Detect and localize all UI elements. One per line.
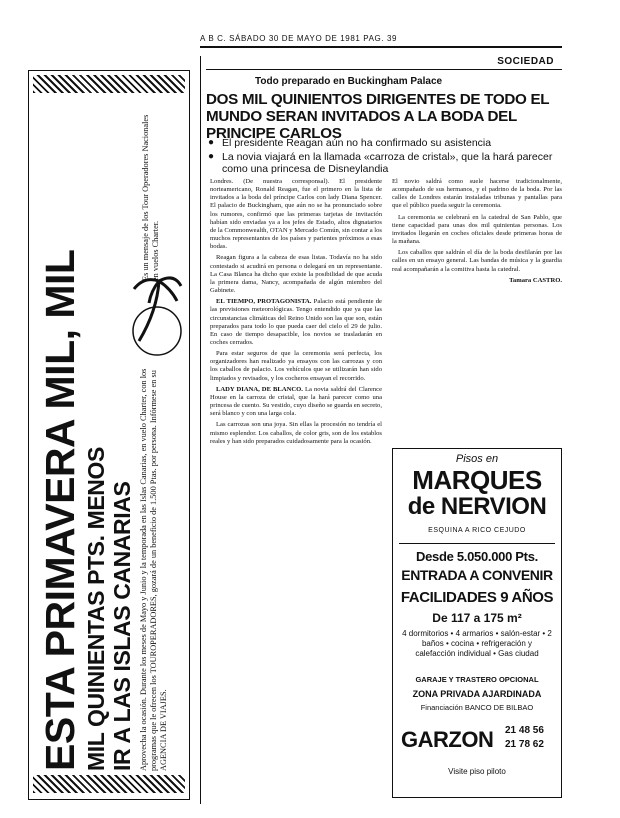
ad-divider [399, 543, 555, 544]
article-paragraph: Los caballos que saldrán el día de la boda desfilarán por las calles en un ensayo general. Las bandas de música y la guardia real acompañarán a la comitiva hasta la catedral. [392, 249, 562, 273]
article-column-2 [392, 178, 562, 440]
ad-body-text: Aprovecha la ocasión. Durante los meses de Mayo y Junio y la temporada en las Islas Canarias, en vuelo Charter, con los programas que le ofrecen los TOUROPERADORES, gozará de un beneficio de 1.500 Ptas. por persona. Infórmese en su AGENCIA DE VIAJES. [139, 368, 168, 771]
ad-pisos: Pisos en [455, 453, 499, 465]
ad-price: Desde 5.050.000 Pts. [416, 549, 538, 564]
section-rule [206, 69, 562, 70]
article-signature: Tamara CASTRO. [509, 276, 562, 284]
kicker: Todo preparado en Buckingham Palace [255, 76, 443, 87]
ad-zona: ZONA PRIVADA AJARDINADA [412, 689, 542, 699]
article-paragraph: Para estar seguros de que la ceremonia será perfecta, los organizadores han realizado ya ensayos con las carrozas y con los caballos de palacio. Los vehículos que se utilizarán han sido limpiados y revisados, y los cocheros ensayan el recorrido. [210, 350, 382, 382]
palm-tree-icon [129, 271, 184, 361]
subhead-bullets [208, 137, 564, 177]
headline: DOS MIL QUINIENTOS DIRIGENTES DE TODO EL MUNDO SERAN INVITADOS A LA BODA DEL PRINCIPE CARLOS [206, 91, 549, 142]
section-label: SOCIEDAD [497, 56, 554, 67]
ad-brand: GARZON [401, 727, 494, 752]
travel-advertisement [28, 70, 190, 800]
article-paragraph: La novia saldrá del Clarence House en la carroza de cristal, que la hará parecer como una princesa de cuento. Su vestido, cuyo diseño se guarda en secreto, será blanco y con una larga cola. [210, 385, 382, 418]
article-paragraph: Palacio está pendiente de las previsiones meteorológicas. Tengo entendido que ya que las circunstancias climáticas del Reino Unido son las que son, están preparados para todo lo que pueda caer del cielo el 29 de julio. En caso de tiempo desapacible, los novios se trasladarán en coches cerrados. [210, 298, 382, 346]
ad-de-nervion: de NERVION [407, 493, 547, 520]
article-paragraph: Londres. (De nuestra corresponsal). El presidente norteamericano, Ronald Reagan, fue el primero en la lista de invitados a la boda del príncipe Carlos con lady Diana Spencer. El palacio de Buckingham, que aún no se ha pronunciado sobre los rumores, confirmó que las primeras tarjetas de invitación habían sido enviadas ya a los jefes de Estado, altos dignatarios de la Commonwealth, OTAN y Mercado Común, sin contar a los muchos representantes de los países y parientes próximos a esas bodas. [210, 178, 382, 251]
ad-headline-line1: ESTA PRIMAVERA MIL, MIL [37, 249, 83, 771]
ad-phone: 21 78 62 [505, 739, 544, 750]
ad-headline-line3: IR A LAS ISLAS CANARIAS [109, 481, 135, 771]
top-rule [200, 46, 562, 48]
ad-side-note: Es un mensaje de los Tour Operadores Nacionales en vuelos Charter. [141, 114, 160, 281]
column-rule [200, 56, 201, 804]
page-folio: A B C. SÁBADO 30 DE MAYO DE 1981 PAG. 39 [200, 34, 398, 43]
ad-features: 4 dormitorios • 4 armarios • salón-estar • 2 baños • cocina • refrigeración y calefacción individual • Gas ciudad [402, 629, 552, 658]
bullet-item: ● El presidente Reagan aún no ha confirmado su asistencia [208, 137, 564, 150]
ad-decorative-stripes [33, 775, 185, 793]
ad-decorative-stripes [33, 75, 185, 93]
ad-facilidades: FACILIDADES 9 AÑOS [400, 589, 554, 606]
ad-financing: Financiación BANCO DE BILBAO [420, 703, 534, 712]
ad-corner: ESQUINA A RICO CEJUDO [428, 527, 526, 534]
ad-headline-line2: MIL QUINIENTAS PTS. MENOS [83, 447, 109, 771]
ad-garage: GARAJE Y TRASTERO OPCIONAL [415, 675, 539, 684]
article-subhead: EL TIEMPO, PROTAGONISTA. [216, 298, 312, 306]
real-estate-advertisement [392, 448, 562, 798]
ad-entrada: ENTRADA A CONVENIR [401, 567, 553, 583]
article-column-1 [210, 178, 382, 808]
article-paragraph: Las carrozas son una joya. Sin ellas la procesión no tendría el mismo esplendor. Los caballos, de color gris, son de los establos reales y han sido preparados cuidadosamente para la ocasión. [210, 421, 382, 445]
ad-phone: 21 48 56 [505, 725, 544, 736]
bullet-item: ● La novia viajará en la llamada «carroza de cristal», que la hará parecer como una princesa de Disneylandia [208, 151, 564, 176]
ad-visit: Visite piso piloto [448, 767, 506, 776]
article-paragraph: Reagan figura a la cabeza de esas listas. Todavía no ha sido contestado si acudirá en persona o delegará en un representante. La Casa Blanca ha dicho que existe la posibilidad de que acuda la primera dama, Nancy, acompañada de algún miembro del Gabinete. [210, 254, 382, 295]
article-subhead: LADY DIANA, DE BLANCO. [216, 385, 303, 393]
article-paragraph: El novio saldrá como suele hacerse tradicionalmente, acompañado de sus hermanos, y el padrino de la boda. Por las calles de Londres estarán instaladas tribunas y pantallas para que el público pueda seguir la ceremonia. [392, 178, 562, 210]
ad-size: De 117 a 175 m² [432, 611, 522, 625]
article-paragraph: La ceremonia se celebrará en la catedral de San Pablo, que tiene capacidad para unas dos mil quinientas personas. Los invitados llegarán en coches oficiales desde primeras horas de la mañana. [392, 213, 562, 246]
ad-marques: MARQUES [412, 465, 542, 495]
